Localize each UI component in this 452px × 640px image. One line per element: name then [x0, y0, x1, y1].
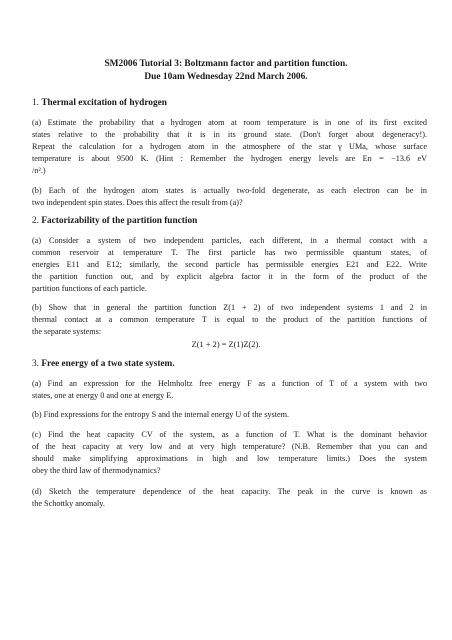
text-line: (a) Consider a system of two independent particles, each different, in a thermal contact with a — [32, 236, 427, 245]
text-line: the separate systems: — [32, 327, 102, 336]
section-number: 3. — [32, 359, 39, 369]
text-line: states, one at energy 0 and one at energy E. — [32, 391, 174, 400]
text-line: (a) Find an expression for the Helmholtz free energy F as a function of T of a system with two — [32, 379, 427, 388]
text-line: (c) Find the heat capacity CV of the system, as a function of T. What is the dominant behavior — [32, 430, 427, 439]
section-title: Thermal excitation of hydrogen — [41, 98, 167, 108]
question-3d — [32, 486, 427, 510]
question-3b — [32, 409, 427, 421]
text-line: obey the third law of thermodynamics? — [32, 466, 161, 475]
question-3c — [32, 429, 427, 477]
text-line: should make simplifying approximations in high and low temperature limits.) Does the system — [32, 454, 427, 463]
text-line: the Schottky anomaly. — [32, 499, 105, 508]
section-number: 1. — [32, 98, 39, 108]
text-line: temperature is about 9500 K. (Hint : Remember the hydrogen energy levels are En = −13.6 eV — [32, 154, 427, 163]
question-2a — [32, 235, 427, 295]
section-title: Free energy of a two state system. — [41, 359, 175, 369]
text-line: (d) Sketch the temperature dependence of the heat capacity. The peak in the curve is known as — [32, 487, 427, 496]
text-line: /n².) — [32, 166, 46, 175]
section-number: 2. — [32, 216, 39, 226]
text-line: of the heat capacity at very low and at very high temperature? (N.B. Remember that you can and — [32, 442, 427, 451]
text-line: (a) Estimate the probability that a hydrogen atom at room temperature is in one of its first excited — [32, 118, 427, 127]
question-1a — [32, 117, 427, 177]
equation-factorization: Z(1 + 2) = Z(1)Z(2). — [191, 340, 261, 349]
text-line: (b) Each of the hydrogen atom states is actually two-fold degenerate, as each electron can be in — [32, 186, 427, 195]
text-line: Repeat the calculation for a hydrogen atom in the atmosphere of the star γ UMa, whose surface — [32, 142, 427, 151]
text-line: energies E11 and E12; similarly, the second particle has permissible energies E21 and E22. Write — [32, 260, 427, 269]
section-title: Factorizability of the partition function — [41, 216, 198, 226]
section-1-heading — [32, 98, 167, 109]
text-line: (b) Show that in general the partition function Z(1 + 2) of two independent systems 1 and 2 in — [32, 303, 427, 312]
question-1b — [32, 185, 427, 209]
question-3a — [32, 378, 427, 402]
section-2-heading — [32, 216, 197, 227]
text-line: (b) Find expressions for the entropy S and the internal energy U of the system. — [32, 410, 290, 419]
text-line: states relative to the probability that it is in its ground state. (Don't forget about degeneracy!). — [32, 130, 427, 139]
text-line: partition functions of each particle. — [32, 284, 147, 293]
document-due-date: Due 10am Wednesday 22nd March 2006. — [144, 72, 308, 82]
text-line: thermal contact at a common temperature T is equal to the product of the partition functions of — [32, 315, 427, 324]
text-line: the partition function out, and by explicit algebra factor it in the form of the product of the — [32, 272, 427, 281]
section-3-heading — [32, 359, 175, 370]
question-2b — [32, 302, 427, 338]
text-line: two independent spin states. Does this affect the result from (a)? — [32, 198, 243, 207]
text-line: common reservoir at temperature T. The first particle has two permissible quantum states, of — [32, 248, 427, 257]
document-title: SM2006 Tutorial 3: Boltzmann factor and partition function. — [104, 59, 348, 69]
